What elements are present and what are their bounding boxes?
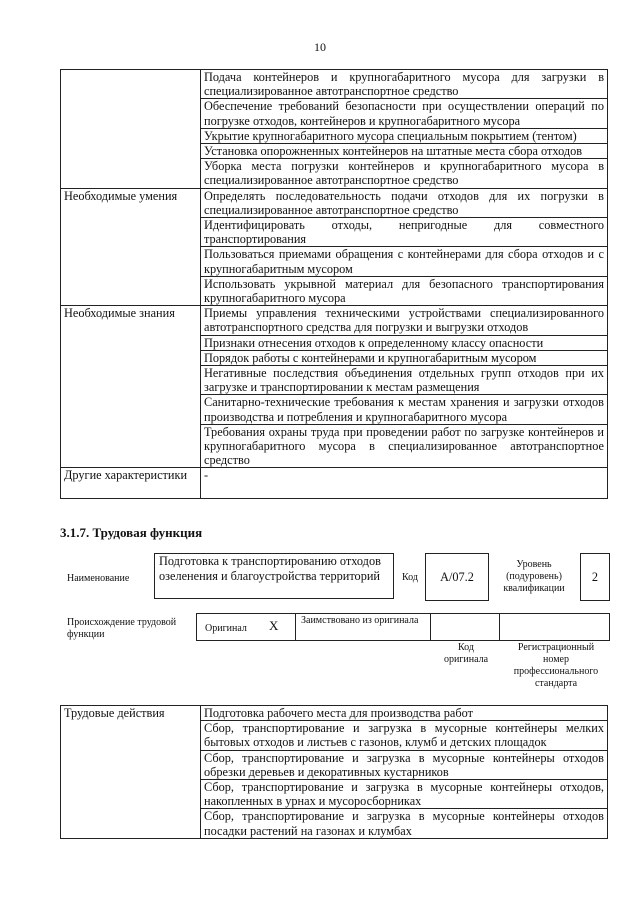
labor-action-item: Сбор, транспортирование и загрузка в мусорные контейнеры мелких бытовых отходов и листьев с газонов, клумб и детских площадок bbox=[201, 721, 608, 750]
competency-table bbox=[60, 69, 608, 499]
borrowed-label: Заимствовано из оригинала bbox=[301, 615, 419, 626]
function-name-value: Подготовка к транспортированию отходов озеленения и благоустройства территорий bbox=[159, 554, 381, 583]
knowledge-item: Санитарно-технические требования к местам хранения и загрузки отходов производства и потребления и крупногабаритного мусора bbox=[201, 395, 608, 424]
divider bbox=[499, 614, 500, 640]
action-item: Подача контейнеров и крупногабаритного мусора для загрузки в специализированное автотранспортное средство bbox=[201, 70, 608, 99]
other-item: - bbox=[201, 468, 608, 499]
skill-item: Пользоваться приемами обращения с контейнерами для сбора отходов и с крупногабаритным мусором bbox=[201, 247, 608, 276]
labor-action-item: Сбор, транспортирование и загрузка в мусорные контейнеры отходов посадки растений на газонах и клумбах bbox=[201, 809, 608, 838]
skill-item: Определять последовательность подачи отходов для их погрузки в специализированное автотранспортное средство bbox=[201, 188, 608, 217]
level-value: 2 bbox=[591, 570, 599, 584]
knowledge-item: Требования охраны труда при проведении работ по загрузке контейнеров и крупногабаритного мусора в специализированное автотранспортное средство bbox=[201, 424, 608, 468]
row-label-actions: Трудовые действия bbox=[61, 706, 201, 839]
code-box bbox=[425, 553, 489, 601]
original-mark: X bbox=[269, 618, 279, 633]
origin-row bbox=[196, 613, 610, 641]
origin-label: Происхождение трудовой функции bbox=[67, 617, 177, 640]
skill-item: Использовать укрывной материал для безопасного транспортирования крупногабаритного мусора bbox=[201, 276, 608, 305]
code-original-caption: Код оригинала bbox=[443, 642, 489, 665]
knowledge-item: Признаки отнесения отходов к определенному классу опасности bbox=[201, 335, 608, 350]
action-item: Уборка места погрузки контейнеров и крупногабаритного мусора в специализированное автотранспортное средство bbox=[201, 159, 608, 188]
labor-action-item: Подготовка рабочего места для производства работ bbox=[201, 706, 608, 721]
code-value: А/07.2 bbox=[440, 570, 474, 584]
level-box bbox=[580, 553, 610, 601]
action-item: Укрытие крупногабаритного мусора специальным покрытием (тентом) bbox=[201, 128, 608, 143]
row-label-skills: Необходимые умения bbox=[61, 188, 201, 306]
skill-item: Идентифицировать отходы, непригодные для совместного транспортирования bbox=[201, 218, 608, 247]
name-label: Наименование bbox=[67, 573, 130, 584]
row-label-knowledge: Необходимые знания bbox=[61, 306, 201, 468]
function-name-box bbox=[154, 553, 394, 599]
level-label: Уровень (подуровень) квалификации bbox=[503, 559, 565, 594]
labor-actions-table bbox=[60, 705, 608, 839]
action-item: Установка опорожненных контейнеров на штатные места сбора отходов bbox=[201, 144, 608, 159]
original-label: Оригинал bbox=[205, 623, 247, 634]
knowledge-item: Приемы управления техническими устройствами специализированного автотранспортного средства для погрузки и выгрузки отходов bbox=[201, 306, 608, 335]
row-label-continued bbox=[61, 70, 201, 189]
knowledge-item: Негативные последствия объединения отдельных групп отходов при их загрузке и транспортировании к местам размещения bbox=[201, 366, 608, 395]
code-label: Код bbox=[402, 572, 418, 583]
section-title: 3.1.7. Трудовая функция bbox=[60, 525, 203, 540]
action-item: Обеспечение требований безопасности при осуществлении операций по погрузке отходов, контейнеров и крупногабаритного мусора bbox=[201, 99, 608, 128]
knowledge-item: Порядок работы с контейнерами и крупногабаритным мусором bbox=[201, 350, 608, 365]
row-label-other: Другие характеристики bbox=[61, 468, 201, 499]
divider bbox=[430, 614, 431, 640]
divider bbox=[295, 614, 296, 640]
labor-action-item: Сбор, транспортирование и загрузка в мусорные контейнеры отходов обрезки деревьев и декоративных кустарников bbox=[201, 750, 608, 779]
labor-action-item: Сбор, транспортирование и загрузка в мусорные контейнеры отходов, накопленных в урнах и мусоросборниках bbox=[201, 780, 608, 809]
reg-number-caption: Регистрационный номер профессионального стандарта bbox=[513, 642, 599, 689]
page-number: 10 bbox=[314, 40, 326, 54]
